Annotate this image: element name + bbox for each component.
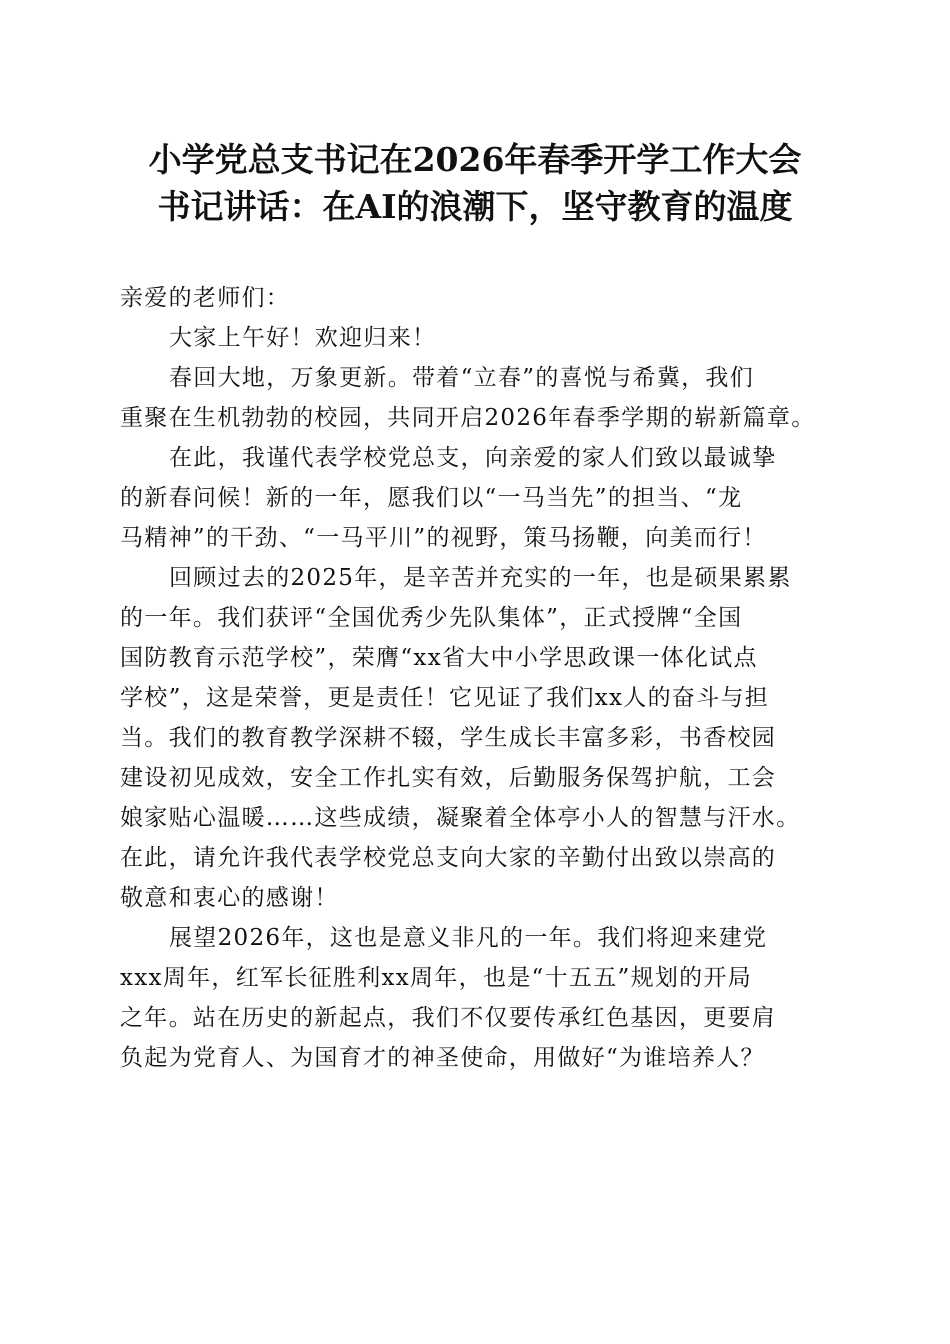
paragraph-line: 在此，请允许我代表学校党总支向大家的辛勤付出致以崇高的 (120, 845, 777, 871)
paragraph-line: 在此，我谨代表学校党总支，向亲爱的家人们致以最诚挚 (169, 445, 777, 471)
paragraph-line: 学校”，这是荣誉，更是责任！它见证了我们xx人的奋斗与担 (120, 685, 770, 711)
paragraph-line: 负起为党育人、为国育才的神圣使命，用做好“为谁培养人？ (120, 1045, 765, 1071)
paragraph-line: 娘家贴心温暖……这些成绩，凝聚着全体亭小人的智慧与汗水。 (120, 805, 801, 831)
paragraph-greeting: 大家上午好！欢迎归来！ (169, 325, 437, 351)
document-body (120, 278, 850, 1078)
paragraph-line: 春回大地，万象更新。带着“立春”的喜悦与希冀，我们 (169, 365, 755, 391)
paragraph-line: 国防教育示范学校”，荣膺“xx省大中小学思政课一体化试点 (120, 645, 758, 671)
paragraph-line: 当。我们的教育教学深耕不辍，学生成长丰富多彩，书香校园 (120, 725, 777, 751)
paragraph-line: 之年。站在历史的新起点，我们不仅要传承红色基因，更要肩 (120, 1005, 777, 1031)
paragraph-line: 展望2026年，这也是意义非凡的一年。我们将迎来建党 (169, 925, 768, 951)
paragraph-line: xxx周年，红军长征胜利xx周年，也是“十五五”规划的开局 (120, 965, 753, 991)
title-line-1: 小学党总支书记在2026年春季开学工作大会 (148, 140, 802, 179)
paragraph-line: 敬意和衷心的感谢！ (120, 885, 339, 911)
salutation: 亲爱的老师们： (120, 285, 291, 311)
paragraph-line: 回顾过去的2025年，是辛苦并充实的一年，也是硕果累累 (169, 565, 792, 591)
paragraph-line: 马精神”的干劲、“一马平川”的视野，策马扬鞭，向美而行！ (120, 525, 767, 551)
document-title (60, 136, 890, 230)
paragraph-line: 建设初见成效，安全工作扎实有效，后勤服务保驾护航，工会 (120, 765, 777, 791)
title-line-2: 书记讲话：在AI的浪潮下，坚守教育的温度 (157, 187, 793, 226)
paragraph-line: 的一年。我们获评“全国优秀少先队集体”，正式授牌“全国 (120, 605, 743, 631)
paragraph-line: 重聚在生机勃勃的校园，共同开启2026年春季学期的崭新篇章。 (120, 405, 816, 431)
paragraph-line: 的新春问候！新的一年，愿我们以“一马当先”的担当、“龙 (120, 485, 743, 511)
